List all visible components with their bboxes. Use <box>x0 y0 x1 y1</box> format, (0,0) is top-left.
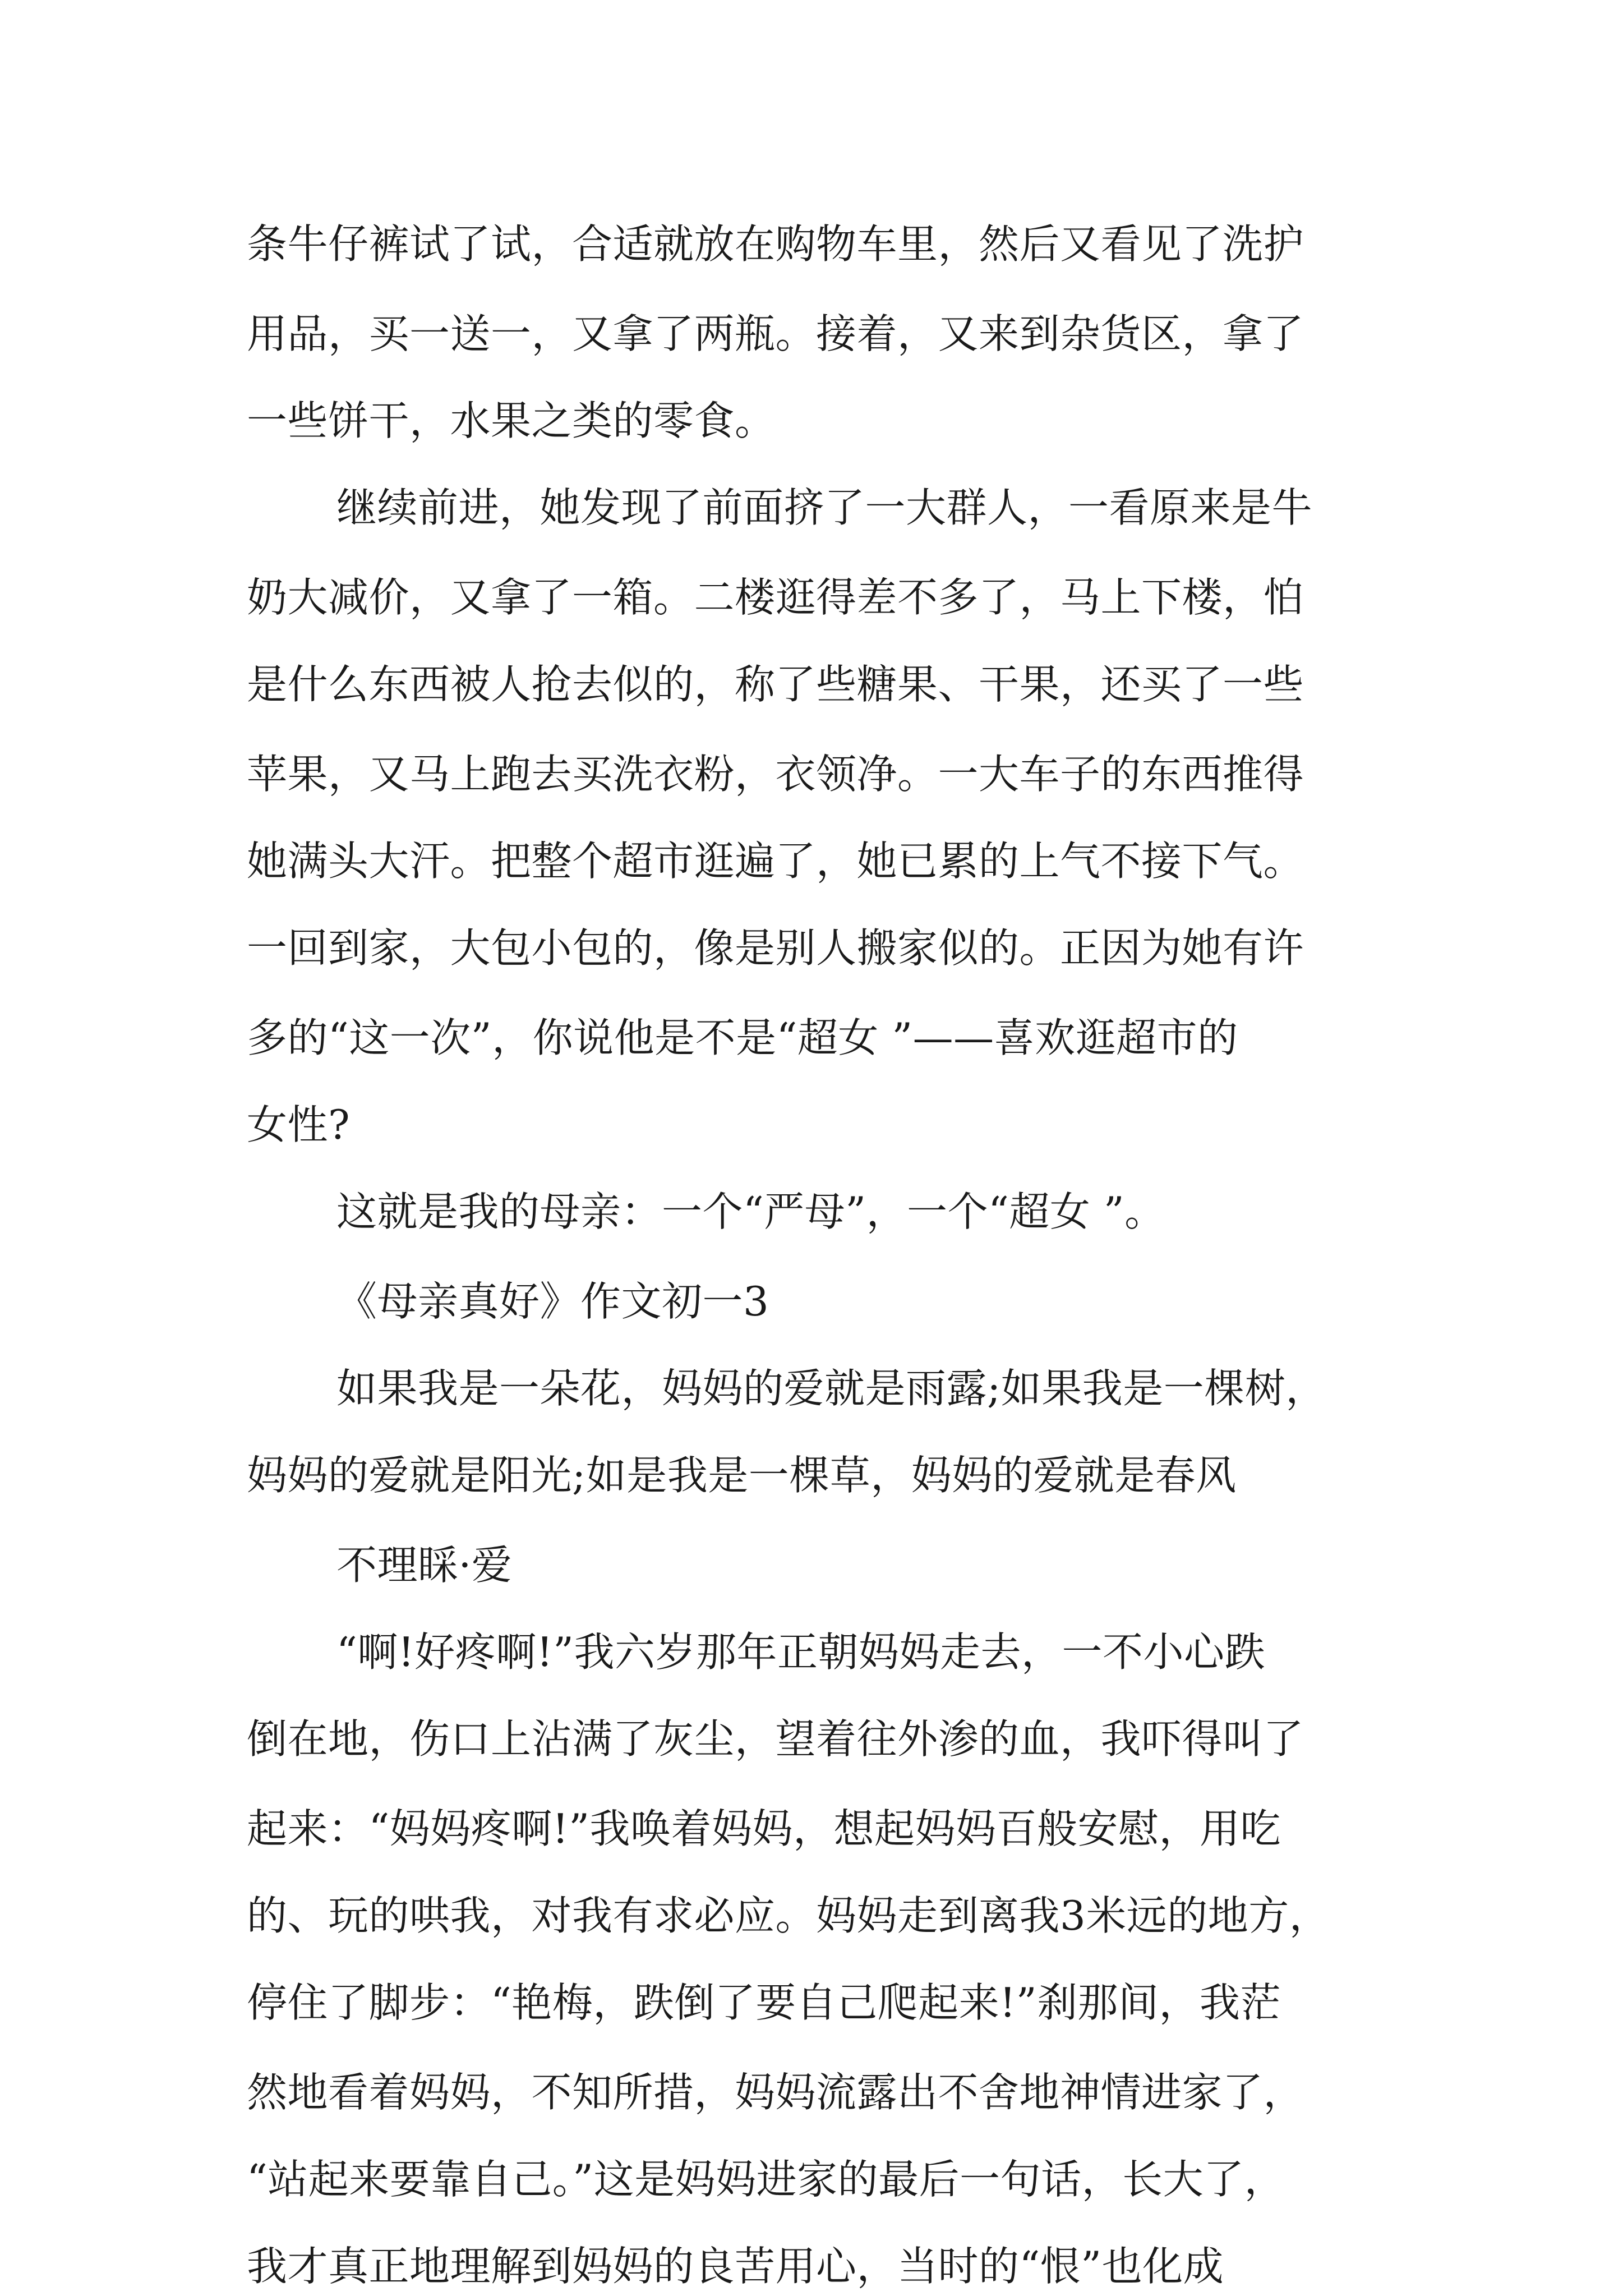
paragraph-2-line-1: 继续前进，她发现了前面挤了一大群人，一看原来是牛 <box>336 484 1313 531</box>
paragraph-7-line-3: 起来：“妈妈疼啊!”我唤着妈妈，想起妈妈百般安慰，用吃 <box>247 1805 1281 1852</box>
paragraph-7-line-4: 的、玩的哄我，对我有求必应。妈妈走到离我3米远的地方， <box>247 1892 1330 1939</box>
paragraph-2-line-2: 奶大减价，又拿了一箱。二楼逛得差不多了，马上下楼，怕 <box>247 574 1304 621</box>
paragraph-1-line-2: 用品，买一送一，又拿了两瓶。接着，又来到杂货区，拿了 <box>247 310 1304 357</box>
paragraph-1-line-3: 一些饼干，水果之类的零食。 <box>247 397 776 444</box>
section-heading: 不理睬·爱 <box>336 1542 513 1589</box>
paragraph-7-line-8: 我才真正地理解到妈妈的良苦用心，当时的“恨”也化成 <box>247 2243 1224 2290</box>
paragraph-7-line-1: “啊!好疼啊!”我六岁那年正朝妈妈走去，一不小心跌 <box>336 1628 1265 1676</box>
paragraph-2-line-3: 是什么东西被人抢去似的，称了些糖果、干果，还买了一些 <box>247 661 1304 708</box>
paragraph-2-line-5: 她满头大汗。把整个超市逛遍了，她已累的上气不接下气。 <box>247 838 1304 885</box>
paragraph-7-line-7: “站起来要靠自己。”这是妈妈进家的最后一句话，长大了， <box>247 2156 1285 2203</box>
paragraph-3-line-1: 这就是我的母亲：一个“严母”，一个“超女 ”。 <box>336 1188 1165 1235</box>
paragraph-2-line-8: 女性? <box>247 1101 351 1148</box>
paragraph-2-line-4: 苹果，又马上跑去买洗衣粉，衣领净。一大车子的东西推得 <box>247 751 1304 798</box>
paragraph-5-line-2: 妈妈的爱就是阳光;如是我是一棵草，妈妈的爱就是春风 <box>247 1452 1237 1499</box>
paragraph-2-line-7: 多的“这一次”，你说他是不是“超女 ”——喜欢逛超市的 <box>247 1014 1238 1061</box>
paragraph-7-line-2: 倒在地，伤口上沾满了灰尘，望着往外渗的血，我吓得叫了 <box>247 1715 1304 1763</box>
paragraph-7-line-6: 然地看着妈妈，不知所措，妈妈流露出不舍地神情进家了， <box>247 2069 1304 2116</box>
essay-heading: 《母亲真好》作文初一3 <box>336 1278 769 1325</box>
paragraph-2-line-6: 一回到家，大包小包的，像是别人搬家似的。正因为她有许 <box>247 924 1304 972</box>
paragraph-1-line-1: 条牛仔裤试了试，合适就放在购物车里，然后又看见了洗护 <box>247 220 1304 268</box>
paragraph-5-line-1: 如果我是一朵花，妈妈的爱就是雨露;如果我是一棵树， <box>336 1365 1326 1412</box>
paragraph-7-line-5: 停住了脚步：“艳梅，跌倒了要自己爬起来!”刹那间，我茫 <box>247 1979 1281 2026</box>
